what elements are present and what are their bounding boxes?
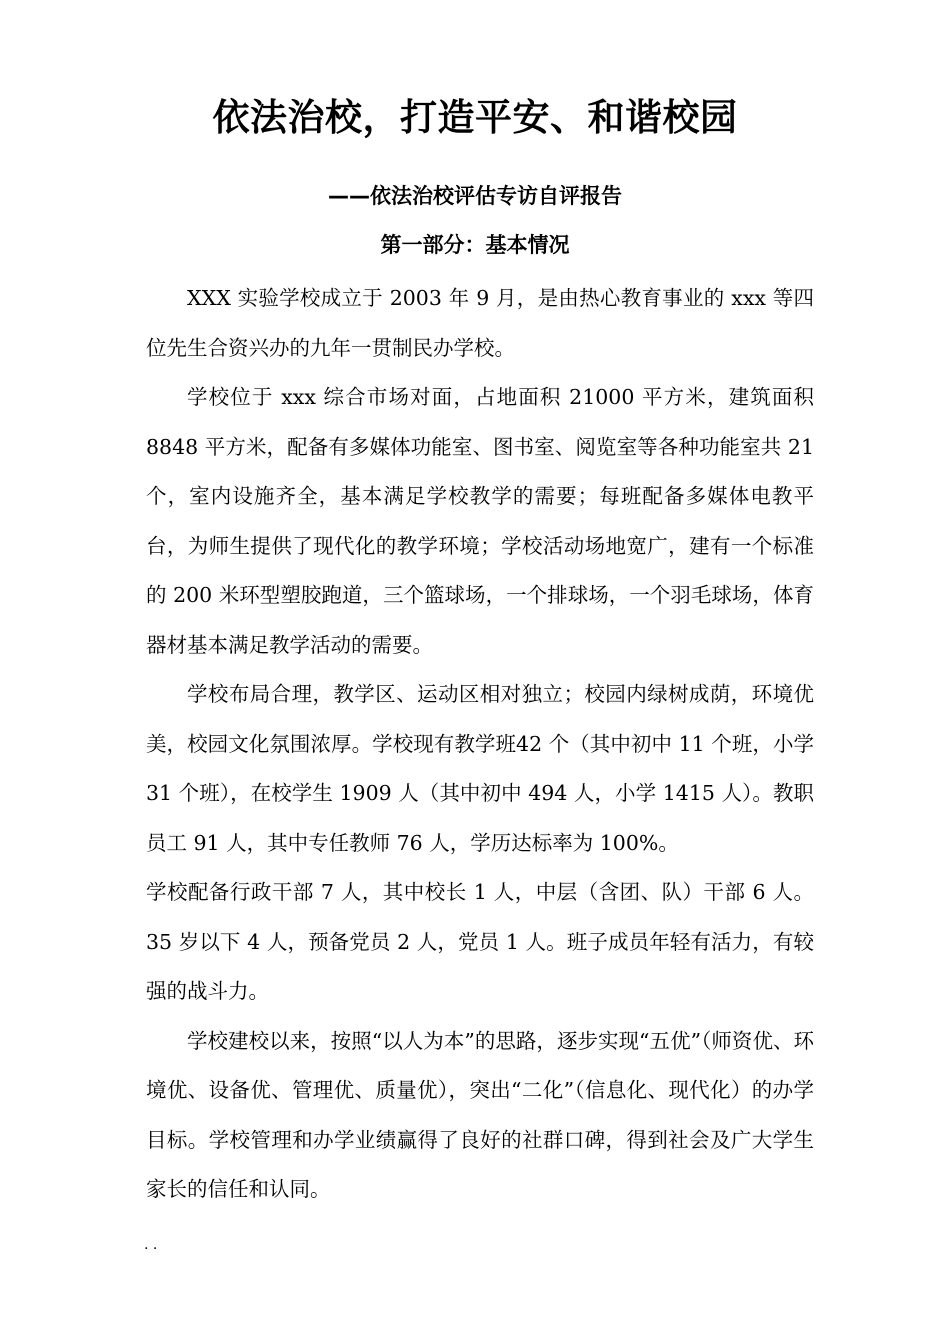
- paragraph-layout-enrollment: 学校布局合理，教学区、运动区相对独立；校园内绿树成荫，环境优美，校园文化氛围浓厚。学校现有教学班42 个（其中初中 11 个班，小学 31 个班），在校学生 1909 人（其中初中 494 人，小学 1415 人）。教职员工 91 人，其中专任教师 76 人，学历达标率为 100%。: [146, 682, 814, 855]
- paragraph-founding: XXX 实验学校成立于 2003 年 9 月，是由热心教育事业的 xxx 等四位先生合资兴办的九年一贯制民办学校。: [146, 286, 814, 360]
- footer-mark: . .: [144, 1237, 158, 1253]
- paragraph-administration: 学校配备行政干部 7 人，其中校长 1 人，中层（含团、队）干部 6 人。35 岁以下 4 人，预备党员 2 人，党员 1 人。班子成员年轻有活力，有较强的战斗力。: [146, 880, 814, 1003]
- document-body: [146, 274, 814, 1215]
- paragraph-goals: 学校建校以来，按照“以人为本”的思路，逐步实现“五优”（师资优、环境优、设备优、管理优、质量优），突出“二化”（信息化、现代化）的办学目标。学校管理和办学业绩赢得了良好的社群口碑，得到社会及广大学生家长的信任和认同。: [146, 1028, 814, 1201]
- document-subtitle: ——依法治校评估专访自评报告: [328, 184, 622, 208]
- paragraph-facilities: 学校位于 xxx 综合市场对面，占地面积 21000 平方米，建筑面积 8848 平方米，配备有多媒体功能室、图书室、阅览室等各种功能室共 21 个，室内设施齐全，基本满足学校教学的需要；每班配备多媒体电教平台，为师生提供了现代化的教学环境；学校活动场地宽广，建有一个标准的 200 米环型塑胶跑道，三个篮球场，一个排球场，一个羽毛球场，体育器材基本满足教学活动的需要。: [146, 385, 814, 657]
- section-heading: 第一部分：基本情况: [380, 233, 570, 257]
- document-title: 依法治校，打造平安、和谐校园: [212, 96, 738, 139]
